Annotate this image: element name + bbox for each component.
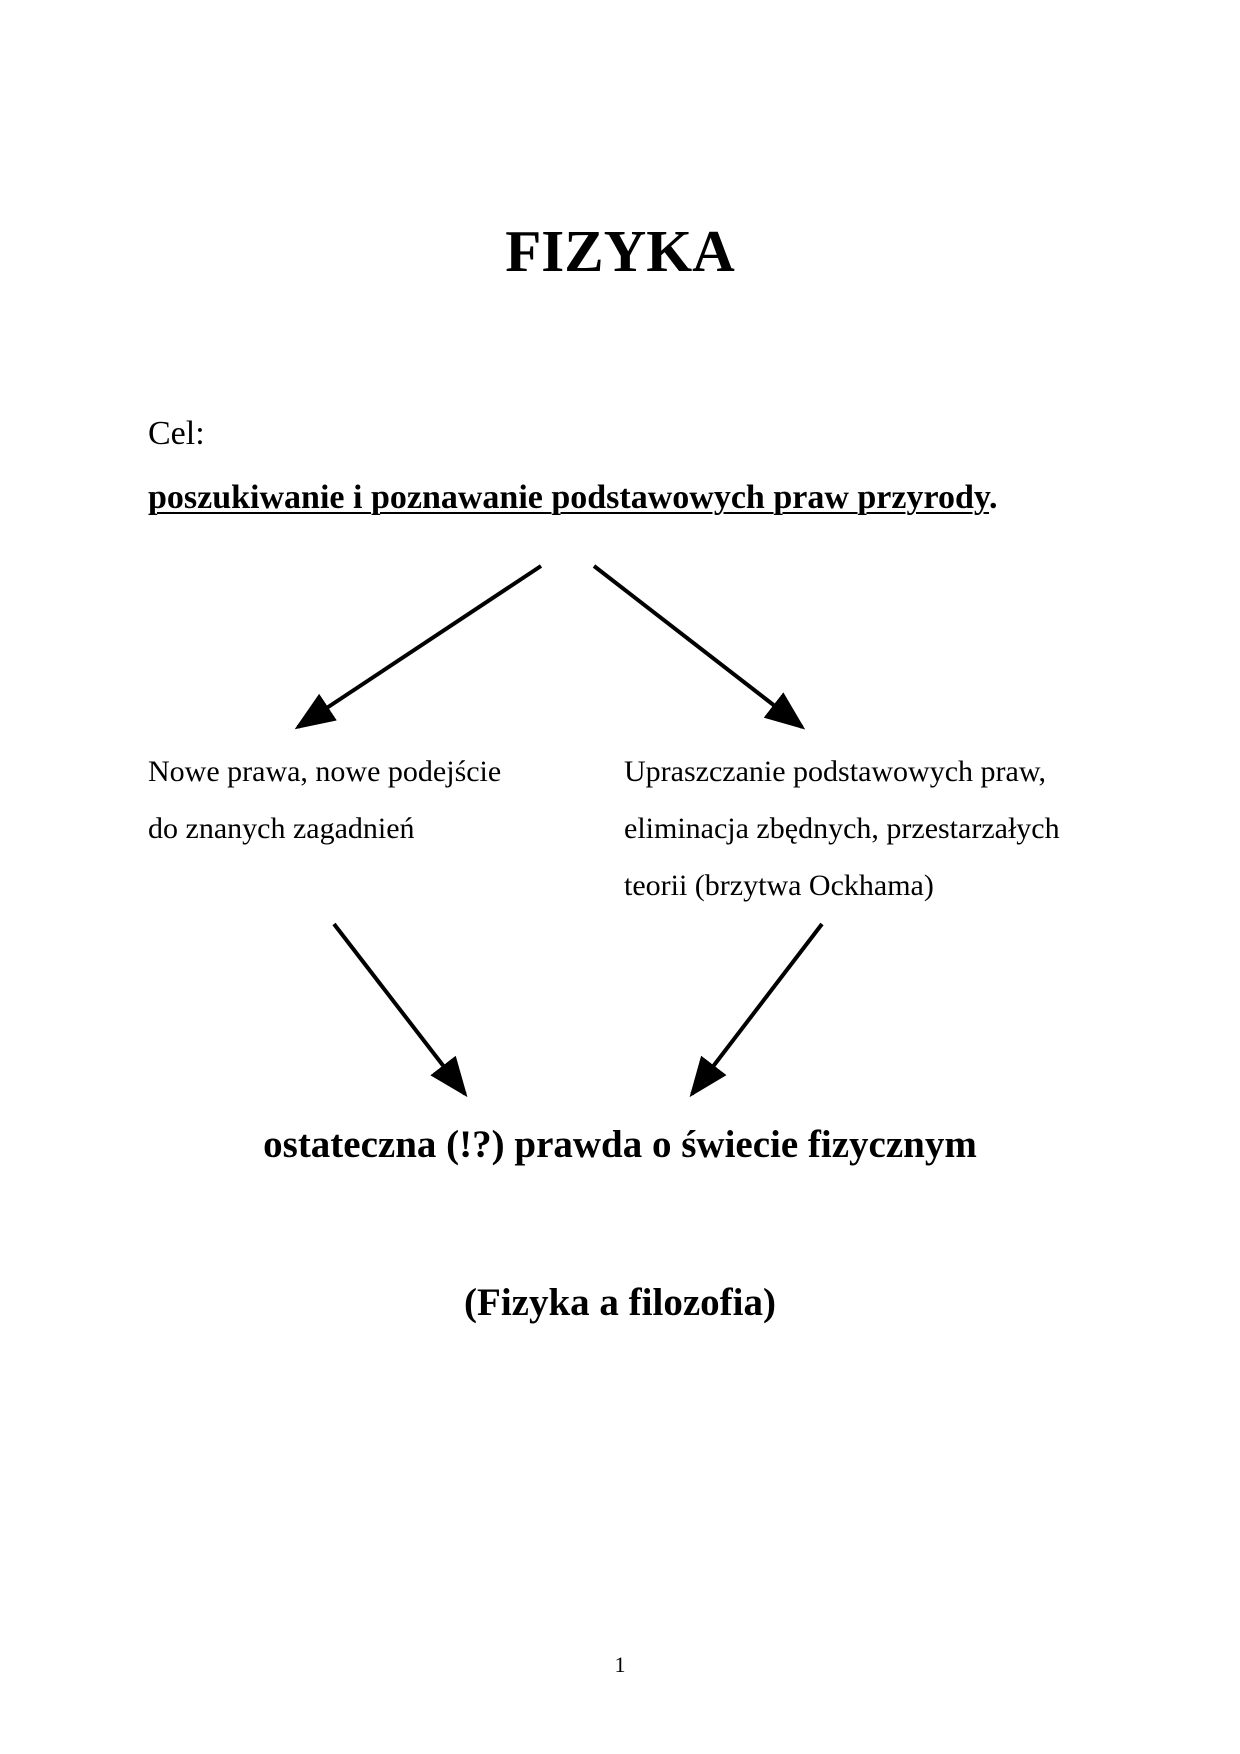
branch-left-line-2: do znanych zagadnień <box>148 812 415 845</box>
goal-text: poszukiwanie i poznawanie podstawowych praw przyrody <box>148 479 989 516</box>
branch-right-line-2: eliminacja zbędnych, przestarzałych <box>624 812 1060 845</box>
page-title: FIZYKA <box>505 218 735 284</box>
goal-label: Cel: <box>148 415 205 452</box>
section-subtitle: (Fizyka a filozofia) <box>464 1281 776 1324</box>
branch-simplification <box>624 743 1144 914</box>
arrow-goal-to-right-branch <box>594 566 802 727</box>
goal-period: . <box>989 479 998 516</box>
branch-new-laws <box>148 743 578 857</box>
conclusion-statement: ostateczna (!?) prawda o świecie fizycznym <box>263 1123 977 1166</box>
arrow-goal-to-left-branch <box>298 566 541 727</box>
branch-right-line-3: teorii (brzytwa Ockhama) <box>624 869 934 902</box>
arrow-right-branch-to-conclusion <box>692 924 822 1094</box>
branch-right-line-1: Upraszczanie podstawowych praw, <box>624 755 1047 788</box>
goal-statement <box>148 478 998 519</box>
page-number: 1 <box>614 1652 626 1677</box>
arrow-left-branch-to-conclusion <box>334 924 465 1094</box>
branch-left-line-1: Nowe prawa, nowe podejście <box>148 755 502 788</box>
